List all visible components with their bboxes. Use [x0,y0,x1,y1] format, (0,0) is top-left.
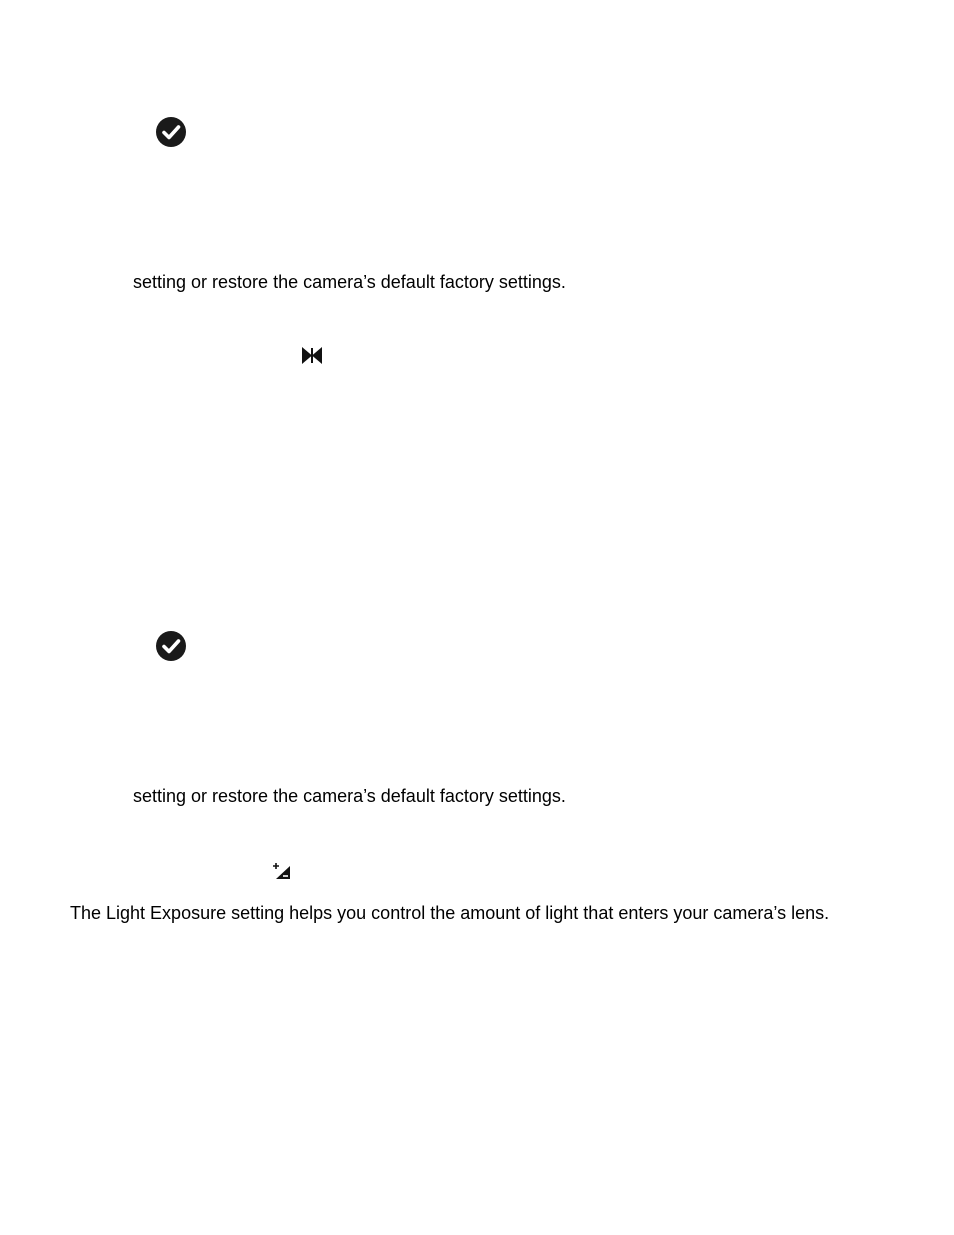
reset-note-text: setting or restore the camera’s default factory settings. [133,272,566,292]
check-circle-icon [155,116,187,148]
check-circle-icon [155,630,187,662]
light-exposure-description: The Light Exposure setting helps you control the amount of light that enters your camera’s lens. [70,903,830,923]
exposure-compensation-icon [273,862,291,880]
reset-note-text: setting or restore the camera’s default factory settings. [133,786,566,806]
bowtie-icon [302,347,322,364]
